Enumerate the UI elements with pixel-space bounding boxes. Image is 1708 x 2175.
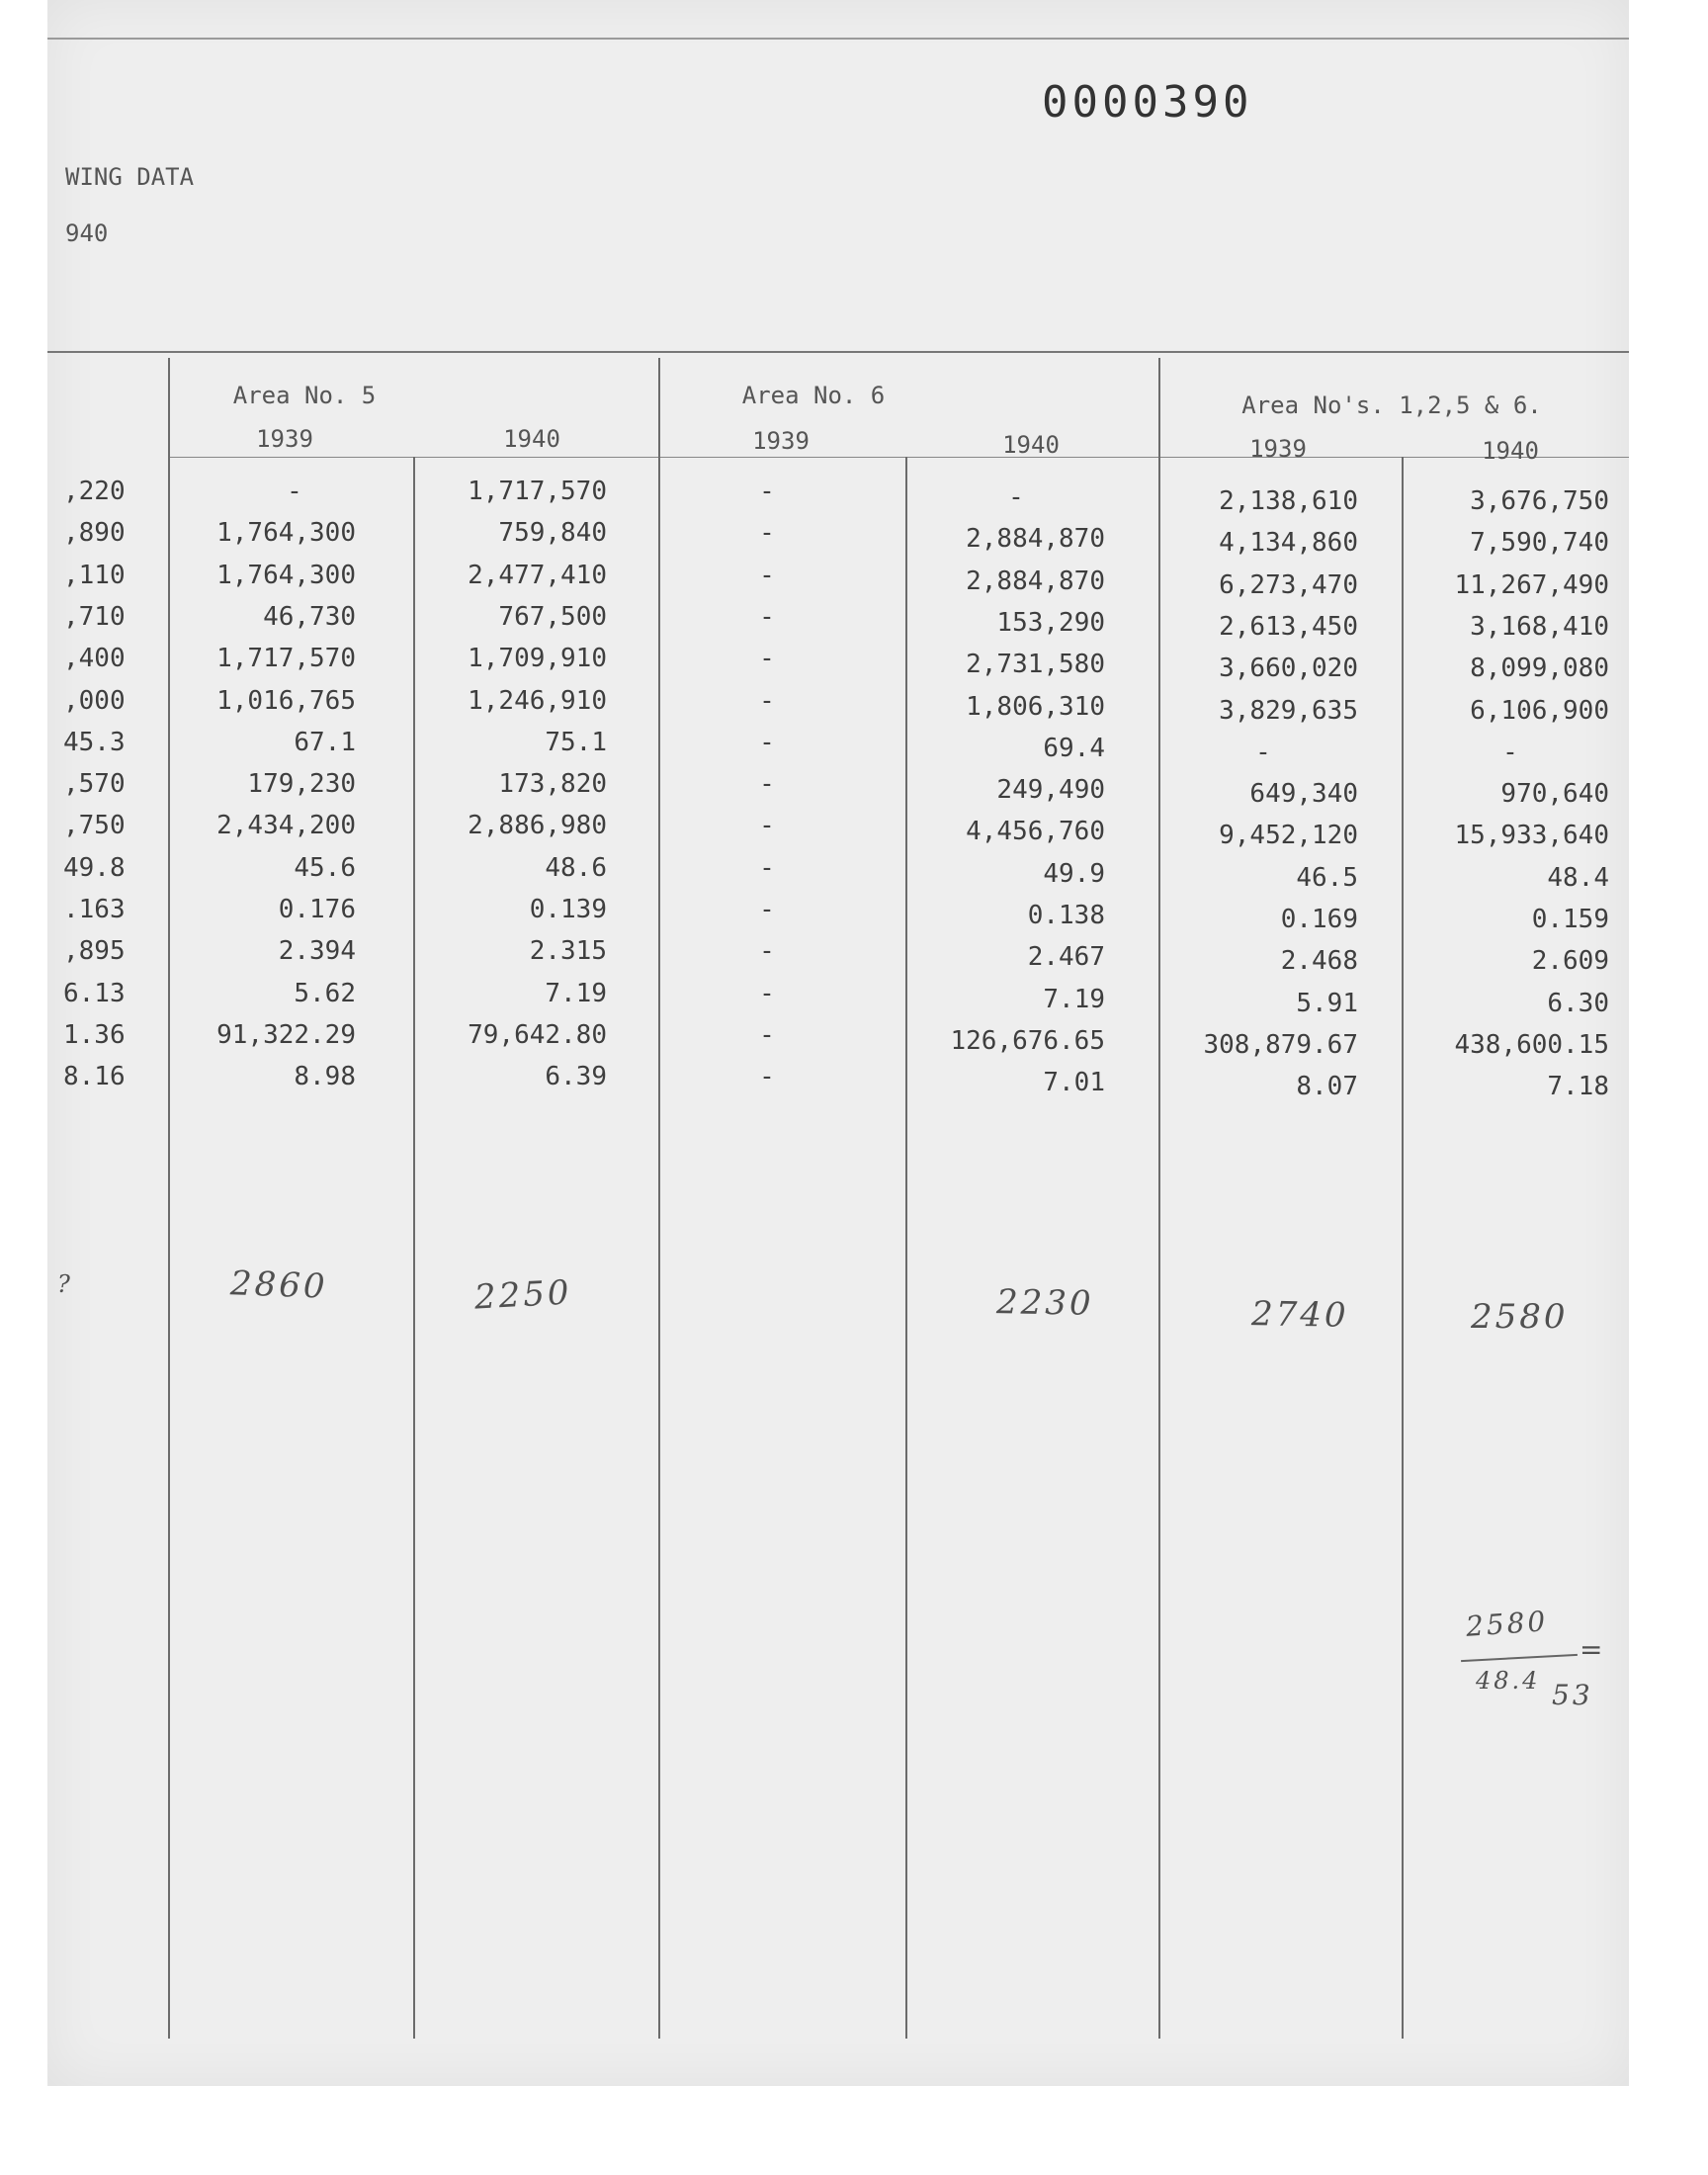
table-cell-label: 6.13 (63, 978, 126, 1008)
table-cell-label: ,750 (63, 811, 126, 841)
table-cell: 3,168,410 (1470, 611, 1609, 642)
table-cell: - (759, 769, 775, 800)
column-rule (905, 457, 907, 2039)
table-cell: 6.30 (1547, 988, 1609, 1018)
table-cell: - (759, 1019, 775, 1050)
column-rule (658, 358, 660, 2039)
document-page (47, 0, 1629, 2086)
table-cell-label: 8.16 (63, 1062, 126, 1092)
table-cell: 5.91 (1296, 988, 1358, 1018)
table-cell: 11,267,490 (1454, 569, 1609, 600)
table-top-rule (47, 351, 1629, 353)
year-header: 1939 (1249, 435, 1307, 463)
table-cell: 15,933,640 (1454, 821, 1609, 851)
header-bottom-rule (168, 457, 1629, 458)
year-header: 1940 (1482, 437, 1539, 465)
handwritten-calc-result: 53 (1552, 1679, 1593, 1711)
table-cell: 7.01 (1043, 1068, 1105, 1098)
table-cell: 91,322.29 (216, 1019, 356, 1050)
table-cell: 3,660,020 (1219, 653, 1358, 684)
year-header: 1939 (256, 425, 313, 453)
handwritten-fraction-bar (1461, 1654, 1578, 1662)
table-cell: - (759, 895, 775, 924)
table-cell: 1,246,910 (468, 685, 607, 716)
table-cell: 45.6 (294, 852, 356, 883)
table-cell: - (759, 560, 775, 590)
table-cell: 2.394 (278, 936, 356, 967)
column-rule (168, 358, 170, 2039)
table-cell: 2,884,870 (966, 566, 1105, 596)
table-cell: - (759, 601, 775, 632)
table-cell-label: ,710 (63, 601, 126, 632)
table-cell: 79,642.80 (468, 1019, 607, 1050)
year-header: 1940 (503, 425, 560, 453)
table-cell: - (1255, 737, 1271, 767)
table-cell: 6.39 (545, 1062, 607, 1092)
table-cell: 9,452,120 (1219, 821, 1358, 851)
table-cell: 7.19 (545, 978, 607, 1008)
handwritten-value: 2230 (995, 1282, 1094, 1324)
table-cell: 649,340 (1249, 779, 1358, 810)
table-cell: 8,099,080 (1470, 653, 1609, 684)
handwritten-value: 2580 (1471, 1297, 1569, 1337)
table-cell: 2,138,610 (1219, 486, 1358, 516)
table-cell: 49.9 (1043, 858, 1105, 889)
table-cell: 75.1 (545, 727, 607, 757)
table-cell: 1,016,765 (216, 685, 356, 716)
table-cell: 0.159 (1531, 905, 1609, 934)
table-cell: 2,613,450 (1219, 611, 1358, 642)
table-cell: 179,230 (247, 769, 356, 800)
table-cell-label: 45.3 (63, 727, 126, 757)
table-cell-label: ,110 (63, 560, 126, 590)
column-rule (1402, 457, 1404, 2039)
table-cell: 0.176 (278, 895, 356, 924)
table-cell: 69.4 (1043, 733, 1105, 763)
table-cell: 2,731,580 (966, 650, 1105, 680)
column-rule (1158, 358, 1160, 2039)
table-cell: 1,764,300 (216, 560, 356, 590)
handwritten-calc-denominator: 48.4 (1476, 1667, 1541, 1695)
table-cell: 2.467 (1027, 942, 1105, 973)
table-cell: - (287, 477, 302, 506)
column-rule (413, 457, 415, 2039)
table-cell: 67.1 (294, 727, 356, 757)
table-cell: 48.4 (1547, 862, 1609, 893)
table-cell: - (759, 1062, 775, 1092)
table-cell: 438,600.15 (1454, 1029, 1609, 1060)
table-cell: 2,886,980 (468, 811, 607, 841)
handwritten-value: 2860 (229, 1263, 329, 1307)
table-cell: 5.62 (294, 978, 356, 1008)
table-cell-label: ,000 (63, 685, 126, 716)
table-cell-label: ,570 (63, 769, 126, 800)
table-cell-label: 49.8 (63, 852, 126, 883)
table-cell: 249,490 (996, 775, 1105, 806)
table-cell: 6,273,470 (1219, 569, 1358, 600)
table-cell: 970,640 (1500, 779, 1609, 810)
table-cell: 0.139 (529, 895, 607, 924)
table-cell: - (759, 852, 775, 883)
table-cell-label: .163 (63, 895, 126, 924)
table-cell: 1,717,570 (216, 644, 356, 674)
table-cell: - (759, 477, 775, 506)
table-cell: 1,806,310 (966, 691, 1105, 722)
table-cell: 153,290 (996, 607, 1105, 638)
handwritten-value: 2250 (473, 1272, 573, 1318)
table-cell: 7.19 (1043, 984, 1105, 1014)
stamp-number: 0000390 (1042, 77, 1253, 128)
table-cell: 3,676,750 (1470, 486, 1609, 516)
table-cell: 173,820 (498, 769, 607, 800)
handwritten-calc-equals: = (1580, 1633, 1606, 1666)
table-cell: - (759, 644, 775, 674)
table-cell: 2.315 (529, 936, 607, 967)
table-cell-label: ,400 (63, 644, 126, 674)
table-cell: - (759, 936, 775, 967)
table-cell: 48.6 (545, 852, 607, 883)
table-cell: 46.5 (1296, 862, 1358, 893)
group-header-area-5: Area No. 5 (232, 382, 377, 409)
table-cell: 2.609 (1531, 946, 1609, 977)
table-cell: 0.138 (1027, 901, 1105, 930)
group-header-combined: Area No's. 1,2,5 & 6. (1241, 392, 1542, 419)
table-cell: - (759, 811, 775, 841)
handwritten-calc-numerator: 2580 (1464, 1605, 1550, 1643)
group-header-area-6: Area No. 6 (741, 382, 886, 409)
year-header: 1940 (1002, 431, 1060, 459)
table-cell: 2.468 (1280, 946, 1358, 977)
table-cell: - (759, 727, 775, 757)
table-cell: - (759, 685, 775, 716)
table-cell: - (1008, 482, 1024, 512)
table-cell: 1,709,910 (468, 644, 607, 674)
table-cell: 1,764,300 (216, 518, 356, 549)
table-cell: 4,456,760 (966, 817, 1105, 847)
table-cell: 2,884,870 (966, 524, 1105, 555)
table-cell: 126,676.65 (950, 1025, 1105, 1056)
table-cell: 767,500 (498, 601, 607, 632)
table-cell: 7.18 (1547, 1072, 1609, 1102)
table-cell: - (759, 978, 775, 1008)
top-border (47, 38, 1629, 40)
table-cell-label: ,890 (63, 518, 126, 549)
year-header: 1939 (752, 427, 810, 455)
table-cell-label: 1.36 (63, 1019, 126, 1050)
table-cell: 8.07 (1296, 1072, 1358, 1102)
table-cell: 2,434,200 (216, 811, 356, 841)
table-cell: 308,879.67 (1203, 1029, 1358, 1060)
table-cell: 1,717,570 (468, 477, 607, 506)
title-line-2: 940 (65, 219, 109, 247)
table-cell: 759,840 (498, 518, 607, 549)
handwritten-value: 2740 (1250, 1294, 1349, 1336)
table-cell: - (1502, 737, 1518, 767)
table-cell: 46,730 (263, 601, 356, 632)
table-cell: 6,106,900 (1470, 695, 1609, 726)
table-cell-label: ,895 (63, 936, 126, 967)
title-line-1: WING DATA (65, 163, 195, 191)
table-cell-label: ,220 (63, 477, 126, 506)
table-cell: 7,590,740 (1470, 528, 1609, 559)
handwritten-mark: ? (57, 1270, 73, 1298)
table-cell: 3,829,635 (1219, 695, 1358, 726)
table-cell: 8.98 (294, 1062, 356, 1092)
table-cell: 0.169 (1280, 905, 1358, 934)
table-cell: 4,134,860 (1219, 528, 1358, 559)
table-cell: 2,477,410 (468, 560, 607, 590)
table-cell: - (759, 518, 775, 549)
